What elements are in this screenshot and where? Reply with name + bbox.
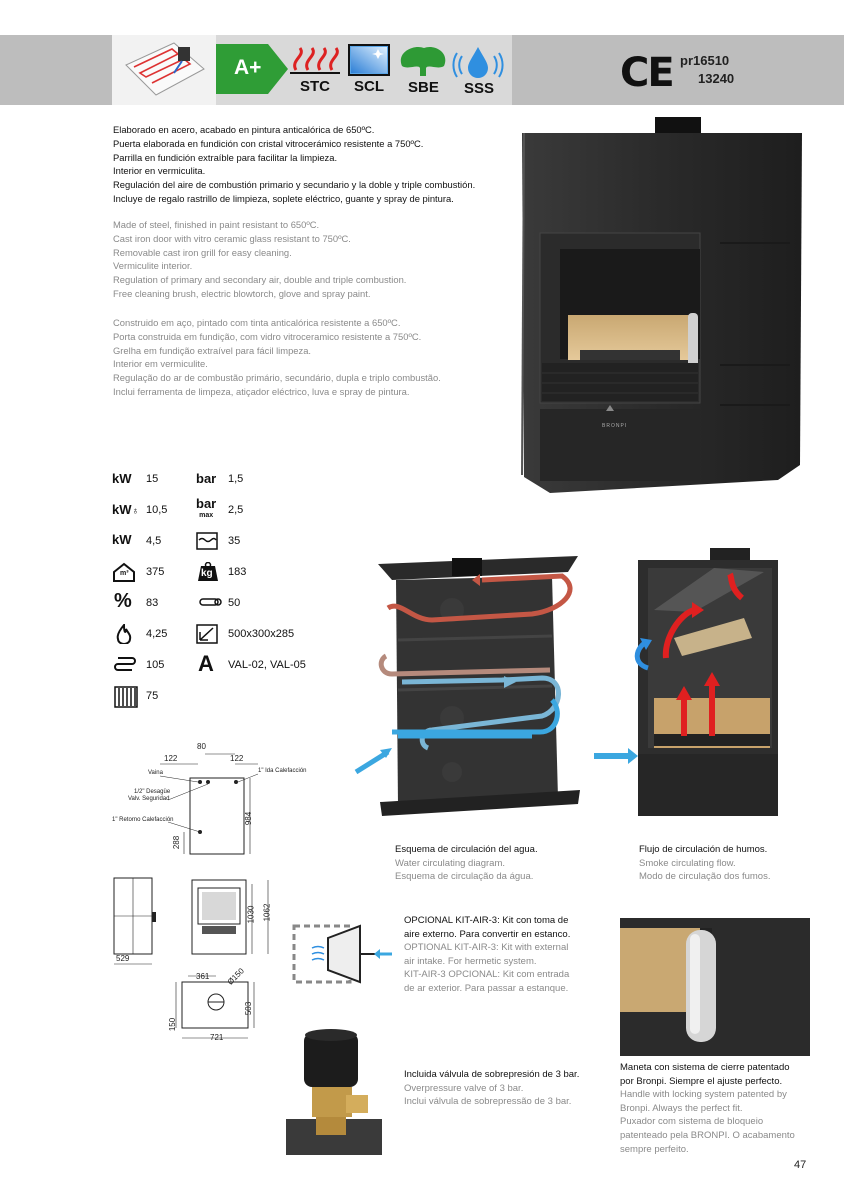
certification-line-1: pr16510	[680, 53, 730, 68]
desc-line: Regulação do ar de combustão primário, secundário, dupla e triplo combustão.	[113, 372, 441, 384]
spec-value: 83	[146, 597, 159, 609]
label-desague: 1/2" Desagüe	[134, 789, 171, 795]
overpressure-valve-photo	[286, 1025, 382, 1155]
dim-361: 361	[196, 972, 210, 981]
door-handle-photo	[620, 918, 810, 1056]
spec-value: 375	[146, 566, 165, 578]
stc-label: STC	[300, 78, 330, 95]
dim-503: 503	[244, 1001, 254, 1016]
desc-line: Vermiculite interior.	[113, 260, 193, 272]
dim-288: 288	[172, 835, 182, 850]
desc-line: Made of steel, finished in paint resistant to 650ºC.	[113, 219, 320, 230]
dim-diameter-150: Ø150	[225, 966, 246, 987]
heating-volume-icon: m³	[112, 562, 136, 585]
water-capacity-icon	[196, 532, 218, 553]
front-view-drawing	[186, 874, 286, 964]
ce-mark: CE	[620, 50, 673, 96]
spec-value: VAL-02, VAL-05	[228, 659, 306, 671]
label-valv-seguridad: Valv. Seguridad	[128, 796, 170, 802]
dim-top-80: 80	[197, 742, 206, 751]
technical-specs	[112, 470, 342, 710]
stove-product-image	[520, 115, 805, 495]
spec-value: 15	[146, 473, 159, 485]
dim-top-122-left: 122	[164, 754, 178, 763]
label-ida: 1" Ida Calefacción	[258, 768, 307, 774]
desc-line: Interior em vermiculite.	[113, 358, 208, 370]
water-circulation-diagram	[352, 550, 580, 820]
spec-value: 500x300x285	[228, 628, 295, 640]
stc-icon	[288, 46, 342, 98]
dim-721: 721	[210, 1033, 224, 1042]
dim-1062: 1062	[262, 903, 272, 922]
water-power-kw-icon: kW♁	[112, 502, 139, 517]
page-number: 47	[794, 1159, 807, 1171]
smoke-diagram-caption: Flujo de circulación de humos. Smoke circulating flow. Modo de circulação dos fumos.	[639, 844, 771, 883]
spec-value: 50	[228, 597, 241, 609]
desc-line: Regulation of primary and secondary air, double and triple combustion.	[113, 274, 407, 286]
kit-air-caption: OPCIONAL KIT-AIR-3: Kit con toma de aire externo. Para convertir en estanco. OPTIONAL KIT-AIR-3: Kit with external air intake. For hermetic system. KIT-AIR-3 OPCIONAL: Kit com entrada de ar exterior. Para passar a estanque.	[404, 915, 571, 994]
sss-icon	[450, 44, 506, 98]
radiator-icon	[114, 656, 136, 677]
dim-150: 150	[168, 1017, 178, 1032]
energy-class-badge	[216, 44, 288, 99]
fuel-consumption-icon	[114, 624, 134, 647]
desc-line: Incluye de regalo rastrillo de limpieza, soplete eléctrico, guante y spray de pintura.	[113, 192, 454, 204]
brand-logo: BRONPI	[602, 423, 628, 429]
desc-line: Inclui ferramenta de limpeza, atiçador eléctrico, luva e spray de pintura.	[113, 385, 410, 397]
spec-value: 10,5	[146, 504, 168, 516]
description-portuguese	[113, 316, 523, 399]
top-view-drawing	[168, 968, 268, 1044]
spec-value: 183	[228, 566, 247, 578]
heating-thumbnail	[112, 35, 216, 105]
label-vaina: Vaina	[148, 770, 163, 776]
sbe-icon	[398, 44, 448, 98]
desc-line: Interior en vermiculita.	[113, 165, 206, 177]
efficiency-icon: %	[114, 590, 132, 612]
spec-value: 1,5	[228, 473, 244, 485]
water-diagram-caption: Esquema de circulación del agua. Water circulating diagram. Esquema de circulação da água.	[395, 844, 538, 883]
certification-line-2: 13240	[698, 71, 735, 86]
side-view-drawing	[108, 872, 160, 972]
pressure-bar-icon: bar	[196, 471, 217, 486]
desc-line: Removable cast iron grill for easy cleaning.	[113, 246, 292, 258]
dim-984: 984	[244, 811, 254, 826]
air-power-kw-icon: kW	[112, 532, 132, 547]
desc-line: Parrilla en fundición extraíble para facilitar la limpieza.	[113, 151, 338, 163]
energy-class-label: A+	[234, 56, 262, 79]
spec-value: 35	[228, 535, 241, 547]
description-english	[113, 218, 523, 301]
sss-label: SSS	[464, 80, 495, 97]
spec-value: 75	[146, 690, 159, 702]
spec-value: 4,5	[146, 535, 162, 547]
handle-caption: Maneta con sistema de cierre patentado por Bronpi. Siempre el ajuste perfecto. Handle with locking system patented by Bronpi. Always the perfect fit. Puxador com sistema de bloqueio patenteado pela BRONPI. O acabamento sempre perfeito.	[620, 1062, 795, 1155]
smoke-flow-diagram	[594, 548, 780, 820]
weight-icon: kg	[196, 562, 220, 585]
desc-line: Free cleaning brush, electric blowtorch, glove and spray paint.	[113, 287, 371, 299]
max-pressure-bar-icon: bar max	[196, 496, 217, 519]
scl-label: SCL	[354, 78, 384, 95]
scl-icon	[348, 44, 392, 98]
desc-line: Construido em aço, pintado com tinta anticalórica resistente a 650ºC.	[113, 317, 401, 328]
rear-connections-drawing	[108, 742, 307, 862]
sbe-label: SBE	[408, 79, 439, 96]
label-retorno: 1" Retorno Calefacción	[112, 817, 174, 823]
spec-value: 105	[146, 659, 165, 671]
ventilation-class-icon: A	[198, 651, 214, 676]
desc-line: Grelha em fundição extraível para fácil limpeza.	[113, 344, 312, 356]
kit-air-illustration	[290, 918, 394, 990]
desc-line: Porta construida em fundição, com vidro vitroceramico resistente a 750ºC.	[113, 330, 422, 342]
dim-top-122-right: 122	[230, 754, 244, 763]
description-spanish	[113, 123, 523, 206]
firebox-dimensions-icon	[196, 624, 218, 647]
spec-value: 2,5	[228, 504, 244, 516]
desc-line: Regulación del aire de combustión primario y secundario y la doble y triple combustión.	[113, 179, 476, 191]
desc-line: Puerta elaborada en fundición con cristal vitrocerámico resistente a 750ºC.	[113, 137, 424, 149]
dim-1030: 1030	[246, 905, 256, 924]
desc-line: Elaborado en acero, acabado en pintura anticalórica de 650ºC.	[113, 124, 375, 135]
log-length-icon	[196, 596, 222, 611]
panel-radiator-icon	[114, 686, 138, 711]
desc-line: Cast iron door with vitro ceramic glass resistant to 750ºC.	[113, 232, 351, 244]
spec-value: 4,25	[146, 628, 168, 640]
dim-529: 529	[116, 954, 130, 963]
valve-caption: Incluida válvula de sobrepresión de 3 bar. Overpressure valve of 3 bar. Inclui válvula de sobrepressão de 3 bar.	[404, 1069, 580, 1108]
power-kw-icon: kW	[112, 471, 132, 486]
